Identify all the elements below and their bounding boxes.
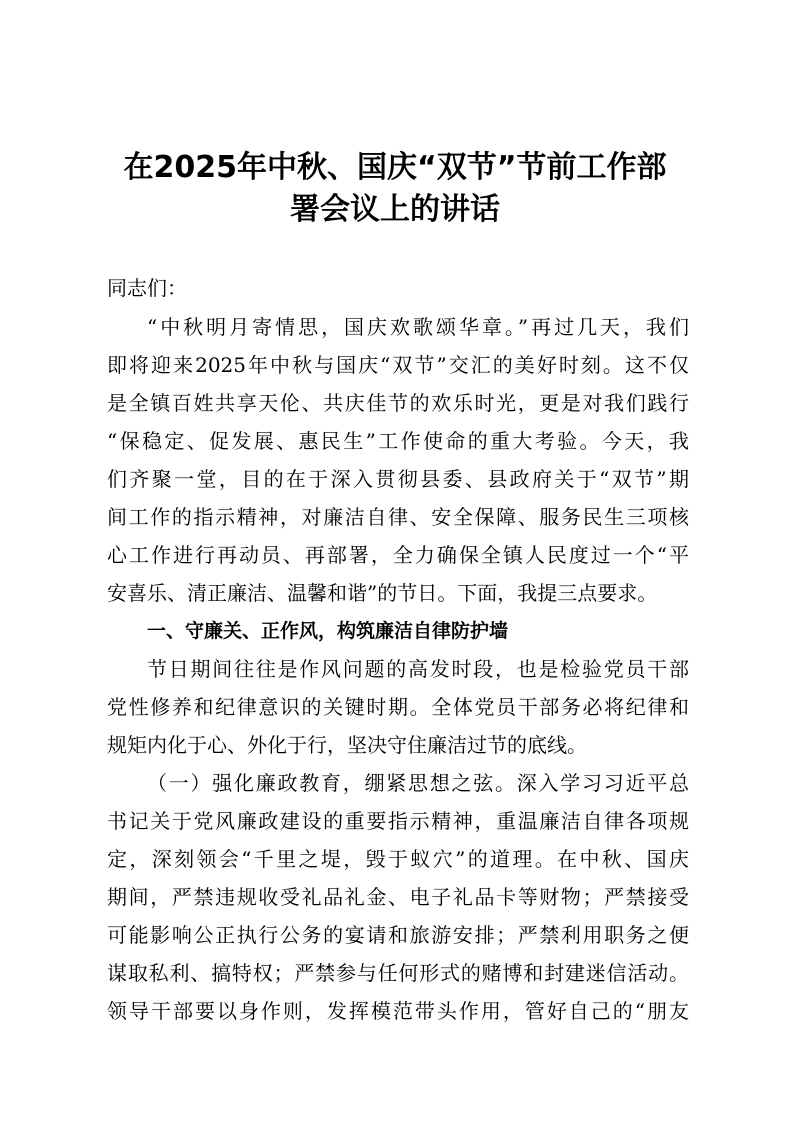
document-title-line-1: 在2025年中秋、国庆“双节”节前工作部 (123, 150, 667, 185)
paragraph-line: 期间，严禁违规收受礼品礼金、电子礼品卡等财物；严禁接受 (107, 885, 689, 909)
paragraph-line: 们齐聚一堂，目的在于深入贯彻县委、县政府关于“双节”期 (107, 467, 689, 491)
paragraph-line: 心工作进行再动员、再部署，全力确保全镇人民度过一个“平 (107, 543, 689, 567)
section-heading: 一、守廉关、正作风，构筑廉洁自律防护墙 (147, 620, 509, 642)
paragraph-line: 是全镇百姓共享天伦、共庆佳节的欢乐时光，更是对我们践行 (107, 391, 689, 415)
paragraph-line: 规矩内化于心、外化于行，坚决守住廉洁过节的底线。 (107, 733, 587, 757)
salutation: 同志们： (107, 276, 187, 300)
paragraph-line: 书记关于党风廉政建设的重要指示精神，重温廉洁自律各项规 (107, 809, 689, 833)
paragraph-line: 党性修养和纪律意识的关键时期。全体党员干部务必将纪律和 (107, 695, 689, 719)
paragraph-line: 领导干部要以身作则，发挥模范带头作用，管好自己的“朋友 (107, 999, 689, 1023)
paragraph-line: （一）强化廉政教育，绷紧思想之弦。深入学习习近平总 (147, 771, 689, 795)
paragraph-line: 即将迎来2025年中秋与国庆“双节”交汇的美好时刻。这不仅 (107, 353, 689, 377)
paragraph-line: 安喜乐、清正廉洁、温馨和谐”的节日。下面，我提三点要求。 (107, 581, 658, 605)
document-title-line-2: 署会议上的讲话 (290, 192, 500, 227)
paragraph-line: “保稳定、促发展、惠民生”工作使命的重大考验。今天，我 (107, 429, 689, 453)
paragraph-line: 定，深刻领会“千里之堤，毁于蚁穴”的道理。在中秋、国庆 (107, 847, 689, 871)
paragraph-line: 可能影响公正执行公务的宴请和旅游安排；严禁利用职务之便 (107, 923, 689, 947)
paragraph-line: “中秋明月寄情思，国庆欢歌颂华章。”再过几天，我们 (147, 315, 689, 339)
paragraph-line: 节日期间往往是作风问题的高发时段，也是检验党员干部 (147, 657, 689, 681)
paragraph-line: 间工作的指示精神，对廉洁自律、安全保障、服务民生三项核 (107, 505, 689, 529)
paragraph-line: 谋取私利、搞特权；严禁参与任何形式的赌博和封建迷信活动。 (107, 961, 689, 985)
